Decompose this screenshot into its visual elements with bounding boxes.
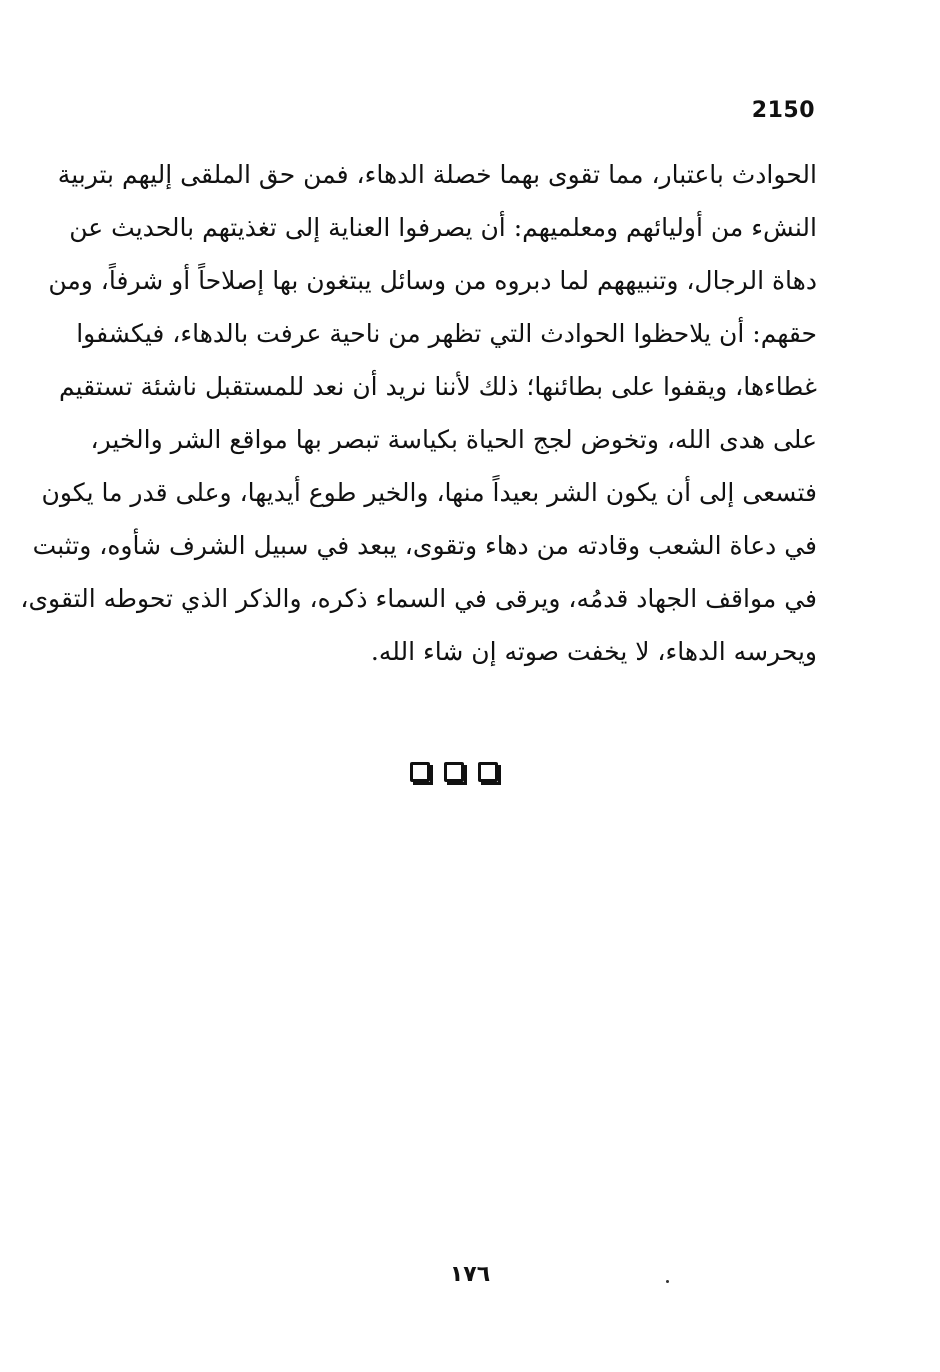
dot-mark [666, 1280, 669, 1283]
text-line: على هدى الله، وتخوض لجج الحياة بكياسة تبصر بها مواقع الشر والخير، [90, 425, 817, 454]
text-line: ويحرسه الدهاء، لا يخفت صوته إن شاء الله. [370, 637, 817, 666]
page-code: 2150 [751, 98, 815, 123]
square-ornament-icon [410, 762, 430, 782]
page-number: ١٧٦ [449, 1262, 491, 1287]
text-line: في دعاة الشعب وقادته من دهاء وتقوى، يبعد في سبيل الشرف شأوه، وتثبت [32, 531, 817, 560]
body-text [20, 148, 817, 678]
text-line: في مواقف الجهاد قدمُه، ويرقى في السماء ذكره، والذكر الذي تحوطه التقوى، [20, 584, 817, 613]
text-line: فتسعى إلى أن يكون الشر بعيداً منها، والخير طوع أيديها، وعلى قدر ما يكون [41, 478, 817, 507]
square-ornament-icon [478, 762, 498, 782]
square-ornament-icon [444, 762, 464, 782]
section-separator [410, 762, 498, 782]
text-line: دهاة الرجال، وتنبيههم لما دبروه من وسائل يبتغون بها إصلاحاً أو شرفاً، ومن [48, 266, 817, 295]
text-line: غطاءها، ويقفوا على بطائنها؛ ذلك لأننا نريد أن نعد للمستقبل ناشئة تستقيم [58, 372, 817, 401]
text-line: الحوادث باعتبار، مما تقوى بهما خصلة الدهاء، فمن حق الملقى إليهم بتربية [57, 160, 817, 189]
text-line: حقهم: أن يلاحظوا الحوادث التي تظهر من ناحية عرفت بالدهاء، فيكشفوا [76, 319, 817, 348]
text-line: النشء من أوليائهم ومعلميهم: أن يصرفوا العناية إلى تغذيتهم بالحديث عن [69, 213, 817, 242]
